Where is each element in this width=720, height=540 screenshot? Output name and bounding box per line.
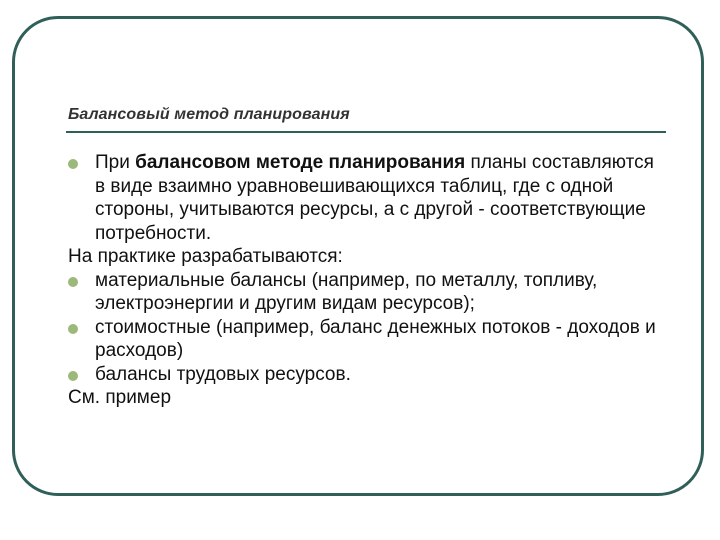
list-item-text: материальные балансы (например, по металлу, топливу, электроэнергии и другим видам ресурсов); [95,269,598,314]
round-bullet-icon [68,324,78,334]
intro-suffix: планы составляются в виде взаимно уравновешивающихся таблиц, где с одной стороны, учитываются ресурсы, а с другой - соответствующие потребности. [95,152,654,244]
list-item-text: балансы трудовых ресурсов. [95,363,351,385]
slide-body [68,151,668,410]
round-bullet-icon [68,159,78,169]
slide-title: Балансовый метод планирования [68,106,350,123]
title-divider [66,131,666,133]
intro-bullet [68,151,668,245]
practice-line: На практике разрабатываются: [68,246,343,267]
round-bullet-icon [68,371,78,381]
intro-bold-term: балансовом методе планирования [135,152,466,173]
list-item-labor [68,363,668,387]
intro-prefix: При [95,152,136,173]
example-link[interactable]: См. пример [68,387,172,408]
list-item-text: стоимостные (например, баланс денежных потоков - доходов и расходов) [95,316,656,361]
list-item-cost [68,316,668,363]
list-item-material [68,269,668,316]
round-bullet-icon [68,277,78,287]
